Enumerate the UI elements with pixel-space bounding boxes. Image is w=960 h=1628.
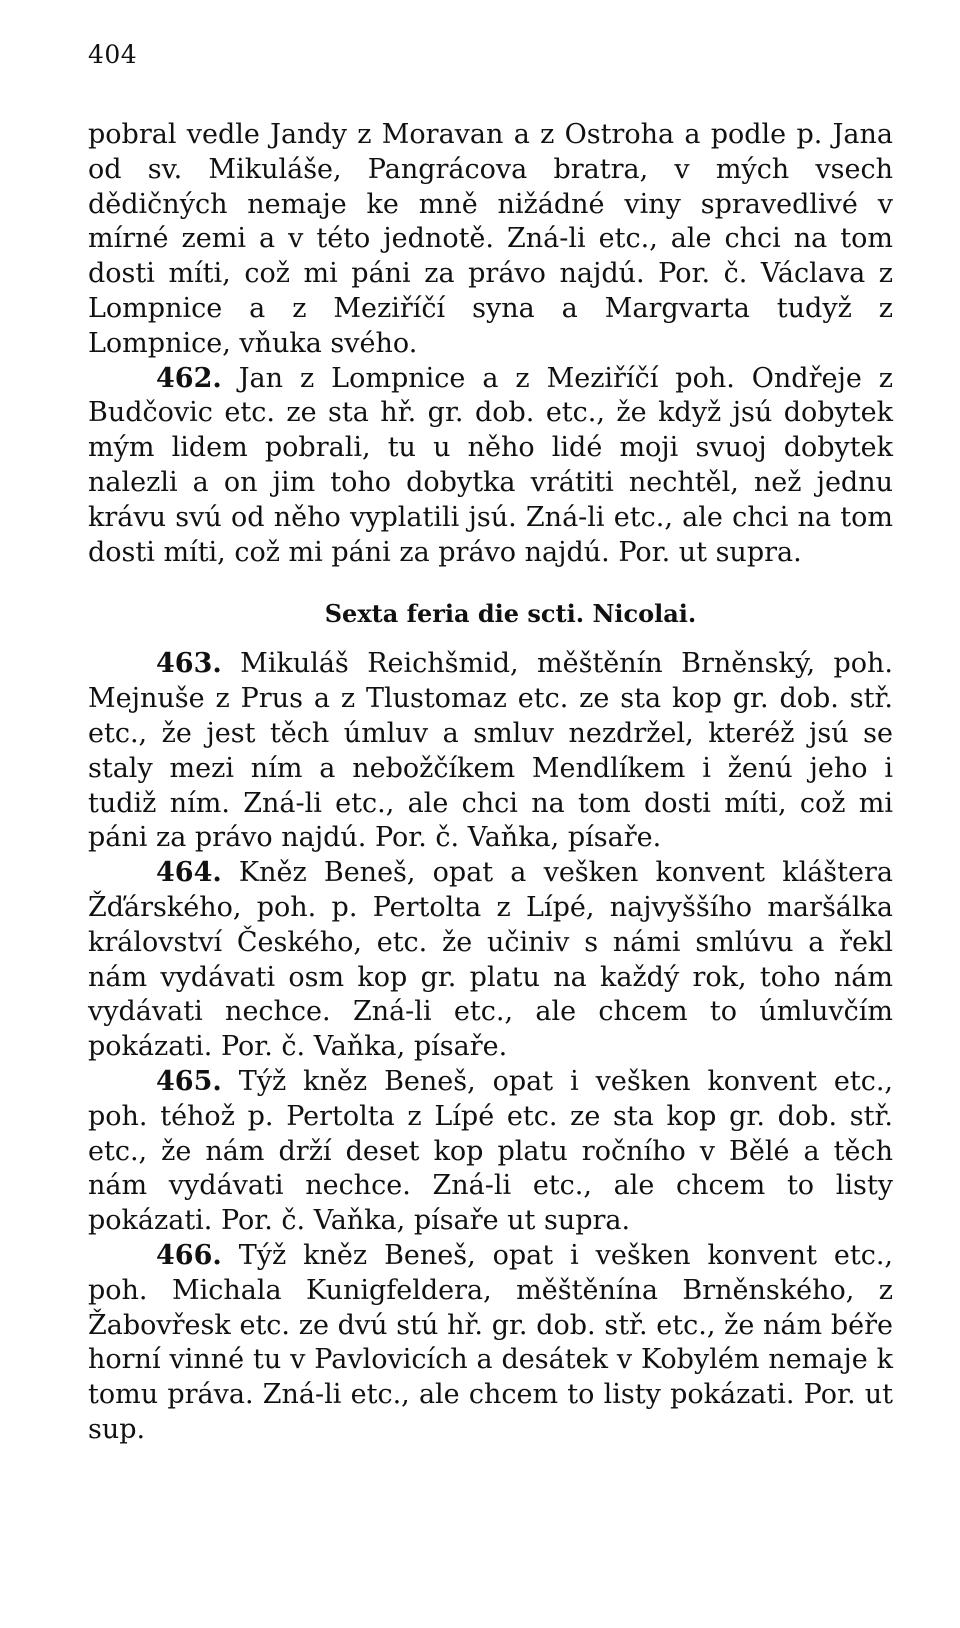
entry-text: Mikuláš Reichšmid, měštěnín Brněnský, poh. Mejnuše z Prus a z Tlustomaz etc. ze sta kop gr. dob. stř. etc., že jest těch úmluv a smluv nezdržel, kteréž jsú se staly mezi ním a nebožčíkem Mendlíkem i ženú jeho i tudiž ním. Zná-li etc., ale chci na tom dosti míti, což mi páni za právo najdú. Por. č. Vaňka, písaře. [88,648,893,854]
entry-continuation [88,118,893,362]
entry-465 [88,1065,893,1239]
entry-number: 465. [156,1065,222,1097]
entry-text: Jan z Lompnice a z Meziříčí poh. Ondřeje z Budčovic etc. ze sta hř. gr. dob. etc., že když jsú dobytek mým lidem pobrali, tu u něho lidé moji svuoj dobytek nalezli a on jim toho dobytka vrátiti nechtěl, než jednu krávu svú od něho vyplatili jsú. Zná-li etc., ale chci na tom dosti míti, což mi páni za právo najdú. Por. ut supra. [88,362,893,568]
entry-466 [88,1239,893,1448]
entry-text: pobral vedle Jandy z Moravan a z Ostroha a podle p. Jana od sv. Mikuláše, Pangrácova bratra, v mých vsech dědičných nemaje ke mně nižádné viny spravedlivé v mírné zemi a v této jednotě. Zná-li etc., ale chci na tom dosti míti, což mi páni za právo najdú. Por. č. Václava z Lompnice a z Meziříčí syna a Margvarta tudyž z Lompnice, vňuka svého. [88,119,893,359]
entry-number: 463. [156,648,222,680]
entry-number: 462. [156,362,222,394]
entry-462 [88,362,893,571]
document-page [88,40,893,1448]
entry-text: Kněz Beneš, opat a vešken konvent kláštera Žďárského, poh. p. Pertolta z Lípé, najvyššího maršálka království Českého, etc. že učiniv s námi smlúvu a řekl nám vydávati osm kop gr. platu na každý rok, toho nám vydávati nechce. Zná-li etc., ale chcem to úmluvčím pokázati. Por. č. Vaňka, písaře. [88,857,893,1063]
body-text [88,118,893,1448]
entry-463 [88,647,893,856]
entry-464 [88,856,893,1065]
section-heading: Sexta feria die scti. Nicolai. [324,599,697,629]
entry-number: 464. [156,857,222,889]
entry-text: Týž kněz Beneš, opat i vešken konvent etc., poh. téhož p. Pertolta z Lípé etc. ze sta kop gr. dob. stř. etc., že nám drží deset kop platu ročního v Bělé a těch nám vydávati nechce. Zná-li etc., ale chcem to listy pokázati. Por. č. Vaňka, písaře ut supra. [88,1065,893,1237]
entry-number: 466. [156,1239,222,1271]
entry-text: Týž kněz Beneš, opat i vešken konvent etc., poh. Michala Kunigfeldera, měštěnína Brněnského, z Žabovřesk etc. ze dvú stú hř. gr. dob. stř. etc., že nám béře horní vinné tu v Pavlovicích a desátek v Kobylém nemaje k tomu práva. Zná-li etc., ale chcem to listy pokázati. Por. ut sup. [88,1239,893,1445]
page-number: 404 [88,40,138,69]
